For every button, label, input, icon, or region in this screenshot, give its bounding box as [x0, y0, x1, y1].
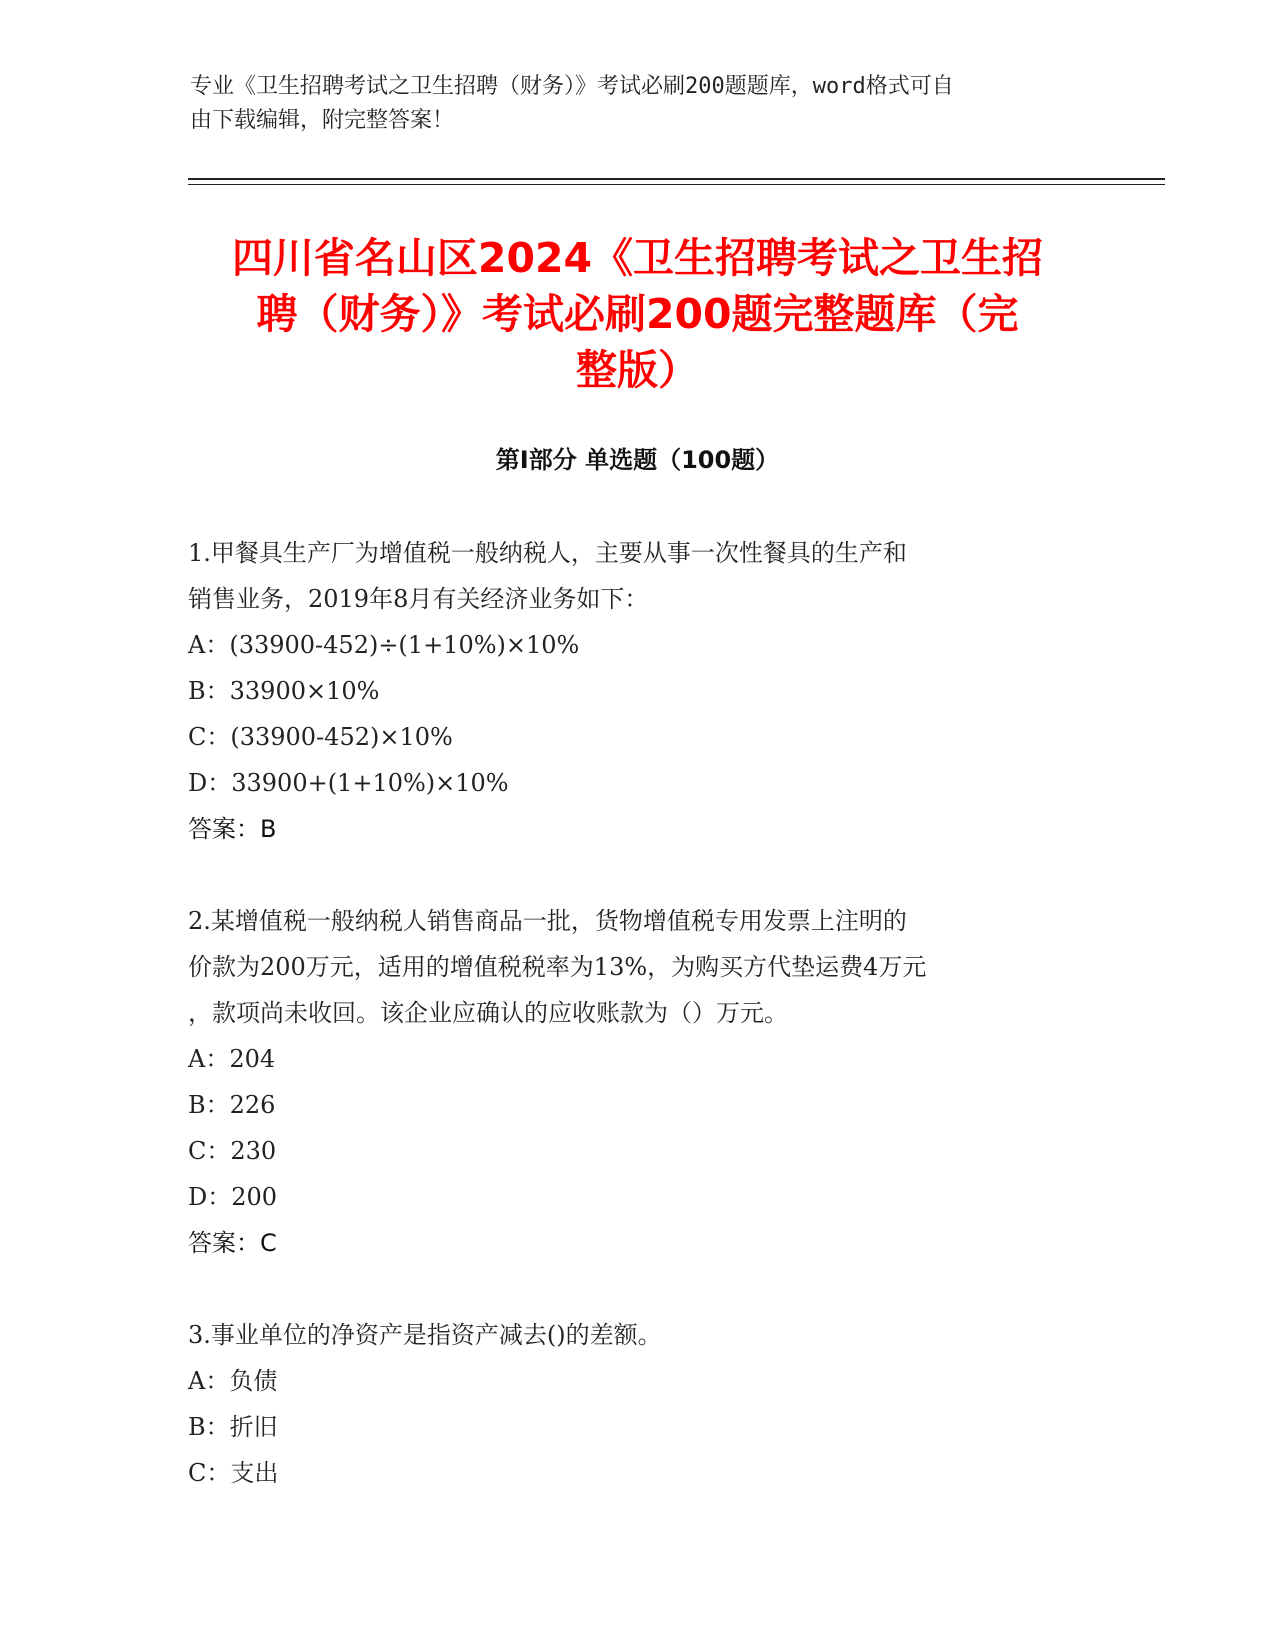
header-note-line-2: 由下载编辑，附完整答案！	[190, 108, 455, 133]
answer-line: 答案：B	[188, 815, 277, 843]
title-line-3: 整版）	[576, 346, 699, 394]
question-1	[188, 530, 1088, 852]
question-3	[188, 1312, 1088, 1496]
question-2	[188, 898, 1088, 1266]
header-divider-thick	[188, 178, 1165, 180]
section-heading: 第Ⅰ部分 单选题（100题）	[495, 446, 780, 474]
document-title	[170, 230, 1105, 398]
question-text-line: 2.某增值税一般纳税人销售商品一批，货物增值税专用发票上注明的	[188, 907, 907, 935]
header-note	[190, 70, 1090, 138]
header-divider-thin	[188, 184, 1165, 185]
option-b: B：33900×10%	[188, 677, 380, 705]
question-text-line: ，款项尚未收回。该企业应确认的应收账款为（）万元。	[188, 999, 788, 1027]
question-1-text	[188, 530, 1088, 622]
option-b: B：226	[188, 1091, 276, 1119]
option-d: D：33900+(1+10%)×10%	[188, 769, 509, 797]
answer-line: 答案：C	[188, 1229, 277, 1257]
title-line-1: 四川省名山区2024《卫生招聘考试之卫生招	[231, 234, 1044, 282]
option-c: C：支出	[188, 1459, 279, 1487]
option-a: A：负债	[188, 1367, 278, 1395]
question-2-text	[188, 898, 1088, 1036]
title-line-2: 聘（财务）》考试必刷200题完整题库（完	[256, 290, 1019, 338]
option-c: C：(33900-452)×10%	[188, 723, 453, 751]
option-b: B：折旧	[188, 1413, 278, 1441]
header-note-line-1: 专业《卫生招聘考试之卫生招聘（财务）》考试必刷200题题库，word格式可自	[190, 74, 954, 99]
option-c: C：230	[188, 1137, 277, 1165]
question-list	[188, 530, 1088, 1542]
question-text-line: 价款为200万元，适用的增值税税率为13%，为购买方代垫运费4万元	[188, 953, 927, 981]
option-d: D：200	[188, 1183, 278, 1211]
question-3-text	[188, 1312, 1088, 1358]
question-text-line: 3.事业单位的净资产是指资产减去()的差额。	[188, 1321, 662, 1349]
option-a: A：(33900-452)÷(1+10%)×10%	[188, 631, 580, 659]
question-text-line: 1.甲餐具生产厂为增值税一般纳税人，主要从事一次性餐具的生产和	[188, 539, 907, 567]
option-a: A：204	[188, 1045, 276, 1073]
question-text-line: 销售业务，2019年8月有关经济业务如下：	[188, 585, 649, 613]
